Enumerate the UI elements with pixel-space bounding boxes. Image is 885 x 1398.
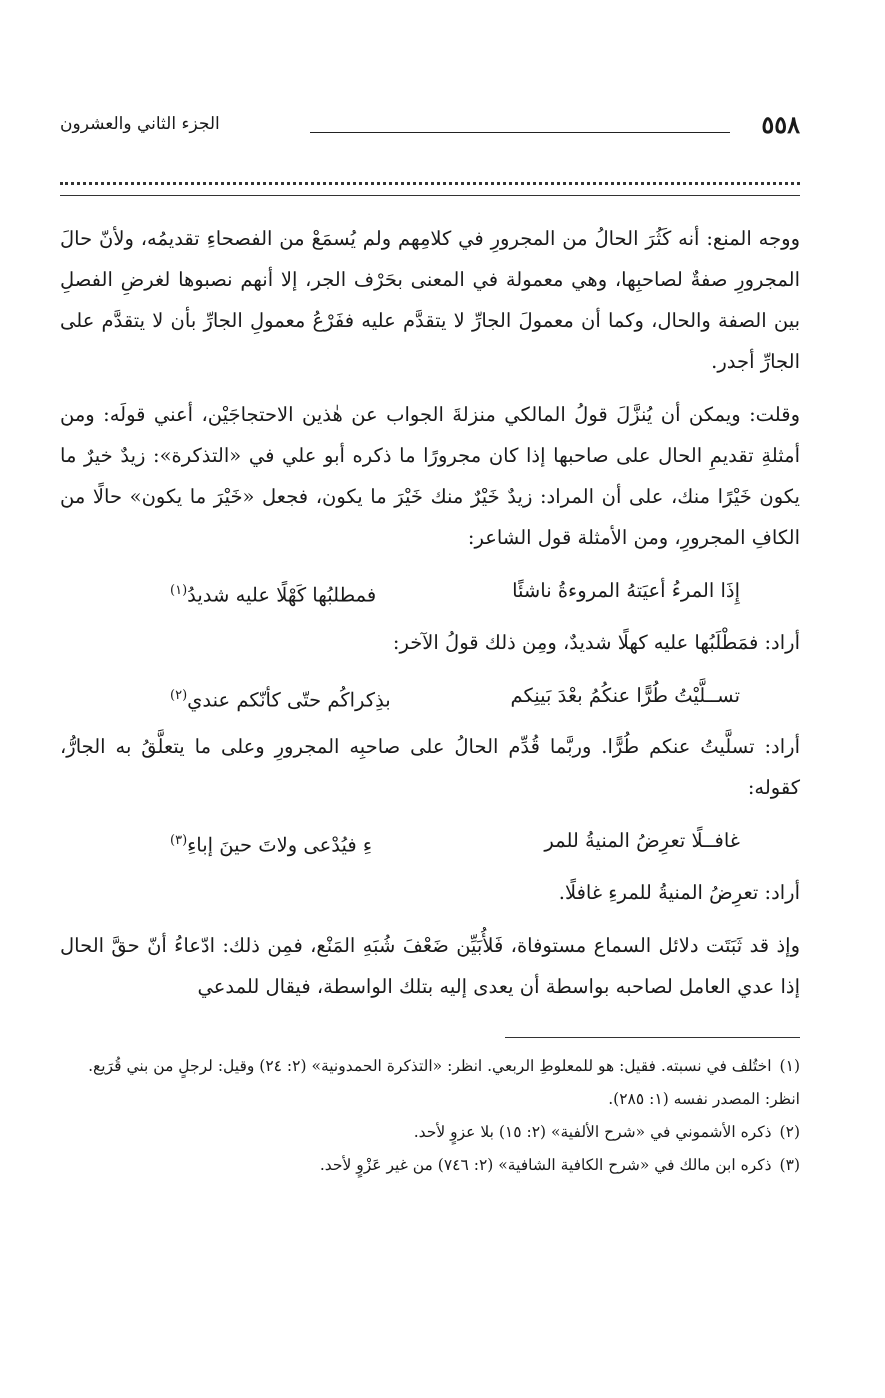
verse-1-first-hemistich: إِذَا المرءُ أعيَتهُ المروءةُ ناشئًا	[512, 579, 740, 602]
verse-2-second-hemistich	[170, 675, 391, 721]
footnote-1-text: اختُلف في نسبته. فقيل: هو للمعلوطِ الربعي. انظر: «التذكرة الحمدونية» (٢: ٢٤) وقيل: لرجلٍ من بني قُرَيع. انظر: المصدر نفسه (١: ٢٨٥).	[88, 1056, 800, 1108]
verse-1-second-hemistich	[170, 570, 376, 616]
footnote-3	[60, 1149, 800, 1182]
footnote-1	[60, 1050, 800, 1116]
verse-3-second-text: ءِ فيُدْعى ولاتَ حينَ إباءِ	[187, 833, 373, 857]
footnote-3-number: (٣)	[779, 1155, 800, 1174]
running-title: الجزء الثاني والعشرون	[60, 114, 220, 134]
verse-2-first-hemistich: تســلَّيْتُ طُرًّا عنكُمُ بعْدَ بَينِكم	[510, 683, 740, 707]
paragraph-6: وإذ قد ثَبَتَت دلائل السماع مستوفاة، فَلأُبَيِّن ضَعْفَ شُبَهِ المَنْع، فمِن ذلك: ادّعاءُ أنّ حقَّ الحال إذا عدي العامل لصاحبه بواسطة أن يعدى إليه بتلك الواسطة، فيقال للمدعي	[60, 933, 800, 998]
paragraph-2: وقلت: ويمكن أن يُنزَّلَ قولُ المالكي منزلةَ الجواب عن هٰذين الاحتجاجَيْن، أعني قولَه: ومن أمثلةِ تقديمِ الحال على صاحبها إذا كان مجرورًا ما ذكره أبو علي في «التذكرة»: زيدٌ خيرٌ ما يكون خَيْرًا منك، على أن المراد: زيدٌ خَيْرٌ منك خَيْرَ ما يكون، فجعل «خَيْرَ ما يكون» حالًا من الكافِ المجرورِ، ومن الأمثلة قول الشاعر:	[60, 403, 800, 549]
verse-1-second-text: فمطلبُها كَهْلًا عليه شديدُ	[187, 583, 377, 607]
page-header	[60, 110, 800, 146]
paragraph-3: أراد: فمَطْلَبُها عليه كهلًا شديدٌ، ومِن ذلك قولُ الآخر:	[392, 630, 800, 654]
footnote-2	[60, 1116, 800, 1149]
verse-2-second-text: بذِكراكُم حتّى كأنّكم عندي	[187, 688, 391, 711]
verse-3-second-hemistich	[170, 820, 372, 866]
page-number: ٥٥٨	[761, 110, 800, 139]
footnote-2-text: ذكره الأشموني في «شرح الألفية» (٢: ١٥) بلا عزوٍ لأحد.	[413, 1122, 772, 1141]
header-rule	[310, 132, 730, 133]
footnote-3-text: ذكره ابن مالك في «شرح الكافية الشافية» (٢: ٧٤٦) من غير عَزْوٍ لأحد.	[319, 1155, 772, 1174]
book-page	[60, 110, 800, 1182]
header-separator-rule	[60, 195, 800, 196]
verse-3-first-hemistich: غافــلًا تعرِضُ المنيةُ للمر	[544, 829, 740, 852]
footnote-ref-1: (١)	[170, 583, 188, 598]
paragraph-1: ووجه المنع: أنه كَثُرَ الحالُ من المجرورِ في كلامِهم ولم يُسمَعْ من الفصحاءِ تقديمُه، ولأنّ حالَ المجرورِ صفةٌ لصاحبِها، وهي معمولة في المعنى بحَرْف الجر، إلا أنهم نصبوها لغرضِ الفصلِ بين الصفة والحال، وكما أن معمولَ الجارِّ لا يتقدَّم عليه ففَرْعُ معمولِ الجارِّ بأن لا يتقدَّم على الجارِّ أجدر.	[60, 227, 800, 373]
verse-2	[170, 675, 740, 721]
footnote-ref-3: (٣)	[170, 833, 188, 848]
footnote-ref-2: (٢)	[170, 687, 188, 703]
verse-1	[170, 570, 740, 616]
verse-3	[170, 820, 740, 866]
footnote-1-number: (١)	[779, 1056, 800, 1075]
footnote-2-number: (٢)	[779, 1122, 800, 1141]
paragraph-4: أراد: تسلَّيتُ عنكم طُرًّا. وربَّما قُدِّم الحالُ على صاحبِه المجرورِ وعلى ما يتعلَّقُ به الجارُّ، كقوله:	[60, 735, 800, 799]
paragraph-5: أراد: تعرِضُ المنيةُ للمرءِ غافلًا.	[558, 880, 800, 904]
footnote-separator	[505, 1037, 800, 1038]
